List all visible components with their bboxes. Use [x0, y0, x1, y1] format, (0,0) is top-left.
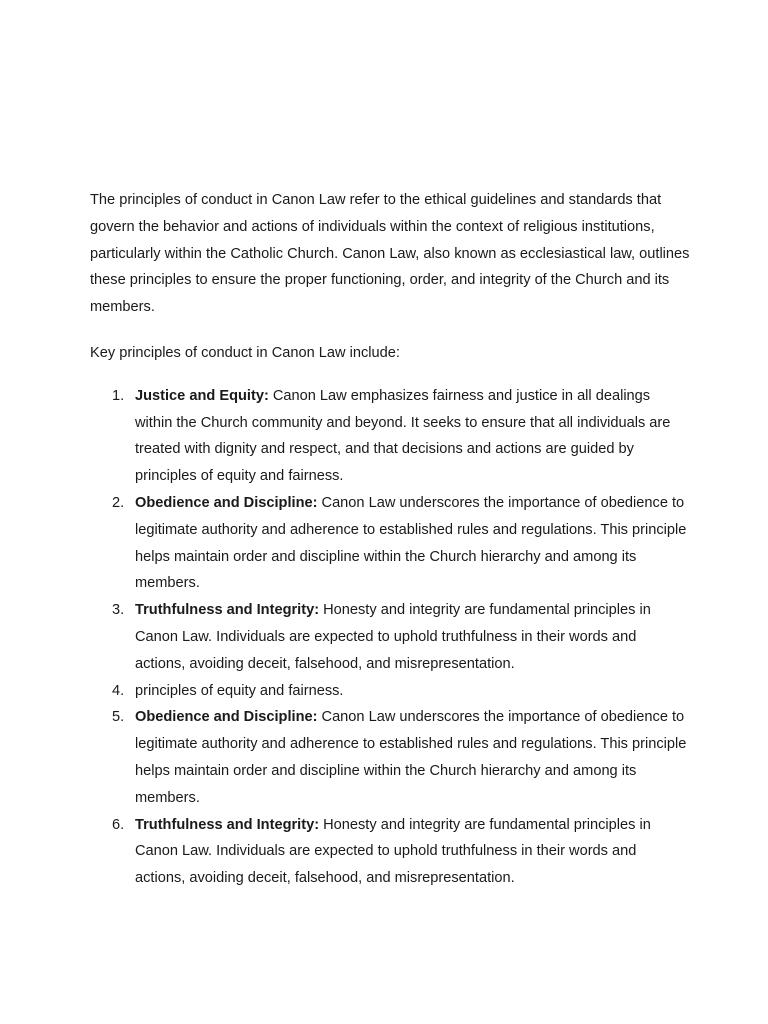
- list-item-number: 4.: [112, 682, 125, 699]
- list-item-text: Canon Law underscores the importance of obedience to legitimate authority and adherence to established rules and regulations. This principle helps maintain order and discipline within the Church hierarchy and among its members.: [135, 494, 687, 592]
- list-item-term: Obedience and Discipline:: [135, 494, 318, 511]
- list-item-number: 5.: [112, 709, 125, 726]
- document-page: [90, 187, 690, 892]
- list-item: [90, 678, 690, 705]
- list-item-text: Honesty and integrity are fundamental principles in Canon Law. Individuals are expected to uphold truthfulness in their words and actions, avoiding deceit, falsehood, and misrepresentation.: [135, 602, 651, 672]
- list-item-term: Truthfulness and Integrity:: [135, 816, 320, 833]
- list-item-text: Canon Law emphasizes fairness and justice in all dealings within the Church community and beyond. It seeks to ensure that all individuals are treated with dignity and respect, and that decisions and actions are guided by principles of equity and fairness.: [135, 387, 671, 485]
- list-item-text: principles of equity and fairness.: [135, 682, 344, 699]
- list-item-term: Obedience and Discipline:: [135, 709, 318, 726]
- list-item-number: 3.: [112, 602, 125, 619]
- list-item: [90, 704, 690, 811]
- list-item-number: 1.: [112, 387, 125, 404]
- intro-paragraph: The principles of conduct in Canon Law refer to the ethical guidelines and standards that govern the behavior and actions of individuals within the context of religious institutions, particularly within the Catholic Church. Canon Law, also known as ecclesiastical law, outlines these principles to ensure the proper functioning, order, and integrity of the Church and its members.: [90, 192, 690, 316]
- list-item-term: Justice and Equity:: [135, 387, 269, 404]
- list-lead-in: Key principles of conduct in Canon Law include:: [90, 344, 400, 361]
- list-item: [90, 597, 690, 677]
- list-item-text: Canon Law underscores the importance of obedience to legitimate authority and adherence to established rules and regulations. This principle helps maintain order and discipline within the Church hierarchy and among its members.: [135, 709, 687, 806]
- principles-list: [90, 383, 690, 892]
- list-item-number: 2.: [112, 494, 125, 511]
- list-item: [90, 812, 690, 892]
- list-item: [90, 383, 690, 490]
- list-item-text: Honesty and integrity are fundamental principles in Canon Law. Individuals are expected to uphold truthfulness in their words and actions, avoiding deceit, falsehood, and misrepresentation.: [135, 816, 651, 887]
- list-item-term: Truthfulness and Integrity:: [135, 602, 320, 619]
- list-item: [90, 490, 690, 597]
- list-item-number: 6.: [112, 816, 125, 833]
